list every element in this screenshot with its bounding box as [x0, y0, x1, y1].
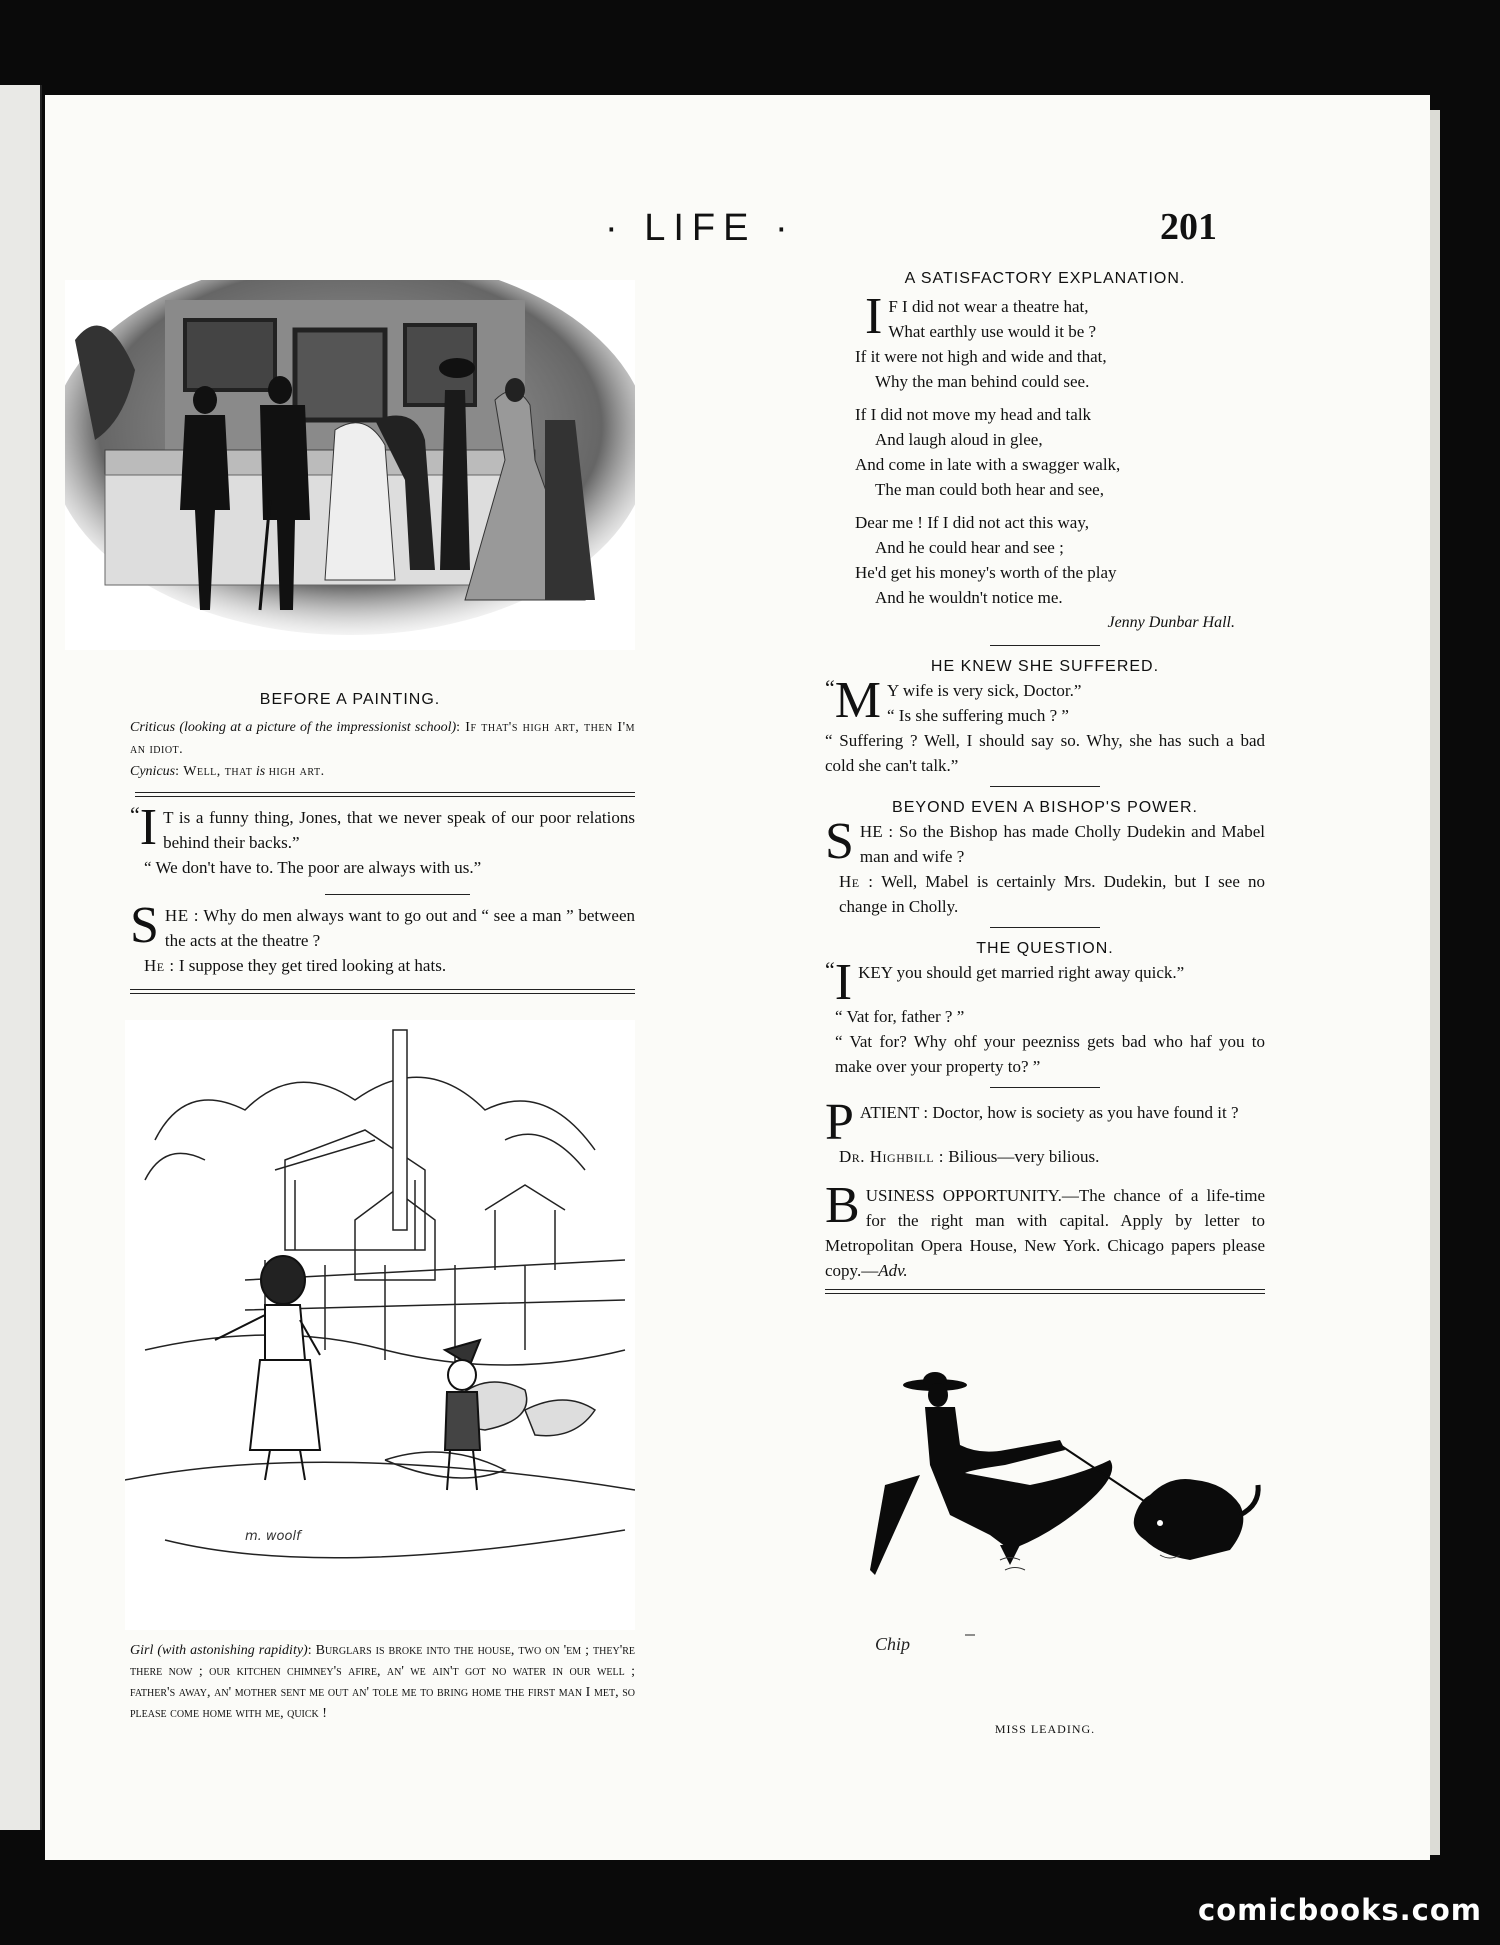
illustration-before-a-painting — [65, 280, 635, 650]
adv-label: Adv. — [878, 1261, 908, 1280]
cynicus-line-tail: high art. — [268, 764, 325, 779]
short-rule — [325, 894, 470, 895]
cynicus-line: : Well, that — [175, 764, 253, 779]
poem-line: And laugh aloud in glee, — [875, 430, 1043, 449]
section-title-bishops-power: BEYOND EVEN A BISHOP'S POWER. — [892, 799, 1198, 816]
drop-cap: I — [865, 288, 883, 345]
poem-line: And he could hear and see ; — [875, 538, 1064, 557]
criticus-line: : If that's high art, then I'm an idiot. — [130, 720, 635, 757]
column-right — [825, 270, 1265, 1294]
short-rule — [990, 786, 1100, 787]
joke-suffered — [825, 672, 1265, 778]
caption-before-a-painting — [130, 717, 635, 783]
open-quote: “ — [825, 675, 835, 700]
drop-cap: S — [825, 813, 854, 870]
poem-stanza-1 — [855, 288, 1265, 394]
joke-suffered-line: “ Is she suffering much ? ” — [887, 706, 1069, 725]
page-number: 201 — [1160, 206, 1217, 248]
speaker-she: HE : — [164, 906, 199, 925]
caption-line-criticus — [130, 717, 635, 761]
joke-theatre-text: Why do men always want to go out and “ see a man ” between the acts at the theatre ? — [164, 906, 636, 950]
business-opportunity-ad — [825, 1177, 1265, 1283]
caption-girl — [130, 1640, 635, 1724]
masthead-title: · LIFE · — [605, 207, 796, 249]
joke-question-line: “ Vat for? Why ohf your peezniss gets bad who haf you to make over your property to? ” — [835, 1032, 1265, 1076]
joke-bishop-reply-text: Well, Mabel is certainly Mrs. Dudekin, but I see no change in Cholly. — [839, 872, 1265, 916]
open-quote: “ — [130, 802, 140, 827]
joke-theatre-reply-text: I suppose they get tired looking at hats. — [174, 956, 447, 975]
joke-bishop-reply — [825, 869, 1265, 919]
joke-question-line: KEY you should get married right away quick.” — [858, 963, 1185, 982]
section-title-the-question: THE QUESTION. — [976, 940, 1114, 957]
poem-line: If I did not move my head and talk — [855, 405, 1092, 424]
speaker-dr-highbill: Dr. Highbill : — [839, 1147, 945, 1166]
svg-text:m. woolf: m. woolf — [245, 1529, 301, 1544]
gallery-scene-drawing — [65, 280, 635, 650]
poem-satisfactory-explanation — [825, 288, 1265, 635]
joke-suffered-line: “ Suffering ? Well, I should say so. Why, she has such a bad cold she can't talk.” — [825, 731, 1265, 775]
double-rule-divider — [825, 1289, 1265, 1294]
joke-jones-reply: “ We don't have to. The poor are always with us.” — [144, 858, 482, 877]
illustration-miss-leading — [830, 1365, 1270, 1685]
magazine-page — [45, 95, 1430, 1860]
double-rule-divider — [135, 792, 635, 797]
joke-bishop — [825, 813, 1265, 919]
joke-theatre-reply — [130, 953, 635, 978]
joke-patient-reply — [825, 1144, 1265, 1169]
joke-question — [825, 954, 1265, 1079]
speaker-cynicus: Cynicus — [130, 764, 176, 779]
poem-line: The man could both hear and see, — [875, 480, 1104, 499]
poem-line: Dear me ! If I did not act this way, — [855, 513, 1089, 532]
joke-bishop-line: HE : So the Bishop has made Cholly Dudekin and Mabel man and wife ? — [859, 822, 1265, 866]
short-rule — [990, 645, 1100, 646]
speaker-he: He : — [839, 872, 874, 891]
open-quote: “ — [825, 957, 835, 982]
joke-patient-reply-text: Bilious—very bilious. — [944, 1147, 1100, 1166]
joke-suffered-line: Y wife is very sick, Doctor.” — [887, 681, 1082, 700]
poem-line: What earthly use would it be ? — [888, 322, 1097, 341]
double-rule-divider — [130, 989, 635, 994]
drop-cap: M — [834, 672, 882, 729]
artist-signature: Chip — [875, 1634, 911, 1654]
drop-cap: I — [139, 799, 158, 856]
stage-direction-criticus: (looking at a picture of the impressionist school) — [179, 720, 457, 735]
section-title-satisfactory-explanation: A SATISFACTORY EXPLANATION. — [904, 270, 1186, 287]
short-rule — [990, 1087, 1100, 1088]
drop-cap: I — [834, 954, 853, 1011]
girl-scene-drawing — [125, 1020, 635, 1630]
poem-line: And come in late with a swagger walk, — [855, 455, 1121, 474]
joke-jones — [130, 799, 635, 880]
poem-line: Why the man behind could see. — [875, 372, 1090, 391]
short-rule — [990, 927, 1100, 928]
caption-girl-text: : Burglars is broke into the house, two on 'em ; they're there now ; our kitchen chimney's afire, an' we ain't got no water in our well ; father's away, an' mother sent me out an' tole me to bring home the first man I met, so please come home with me, quick ! — [130, 1643, 636, 1721]
watermark: comicbooks.com — [1198, 1893, 1482, 1927]
joke-patient — [825, 1094, 1265, 1169]
drop-cap: S — [130, 897, 159, 954]
joke-question-line: “ Vat for, father ? ” — [835, 1007, 965, 1026]
cynicus-emphasis: is — [255, 764, 266, 779]
poem-author: Jenny Dunbar Hall. — [1107, 614, 1235, 631]
joke-patient-line: ATIENT : Doctor, how is society as you have found it ? — [859, 1103, 1239, 1122]
speaker-criticus: Criticus — [130, 720, 176, 735]
stage-direction-girl: (with astonishing rapidity) — [157, 1643, 308, 1658]
caption-miss-leading: MISS LEADING. — [994, 1722, 1096, 1736]
poem-line: F I did not wear a theatre hat, — [888, 297, 1089, 316]
section-title-before-a-painting: BEFORE A PAINTING. — [259, 691, 441, 708]
speaker-he: He : — [144, 956, 175, 975]
caption-line-cynicus — [130, 761, 635, 783]
scan-page-edge — [1430, 110, 1440, 1855]
joke-jones-text: T is a funny thing, Jones, that we never speak of our poor relations behind their backs.” — [163, 808, 635, 852]
illustration-girl-and-boy — [125, 1020, 635, 1630]
poem-stanza-2 — [855, 402, 1265, 502]
business-text: USINESS OPPORTUNITY.—The chance of a life-time for the right man with capital. Apply by letter to Metropolitan Opera House, New York. Chicago papers please copy.— — [825, 1186, 1265, 1280]
poem-line: And he wouldn't notice me. — [875, 588, 1063, 607]
speaker-girl: Girl — [130, 1643, 154, 1658]
drop-cap: B — [825, 1177, 860, 1234]
joke-theatre — [130, 897, 636, 978]
poem-stanza-3 — [855, 510, 1265, 610]
poem-line: If it were not high and wide and that, — [855, 347, 1107, 366]
drop-cap: P — [825, 1094, 854, 1151]
silhouette-lady-and-dog — [830, 1365, 1270, 1685]
poem-line: He'd get his money's worth of the play — [855, 563, 1117, 582]
section-title-he-knew-she-suffered: HE KNEW SHE SUFFERED. — [930, 658, 1160, 675]
scan-left-page-strip — [0, 85, 42, 1830]
